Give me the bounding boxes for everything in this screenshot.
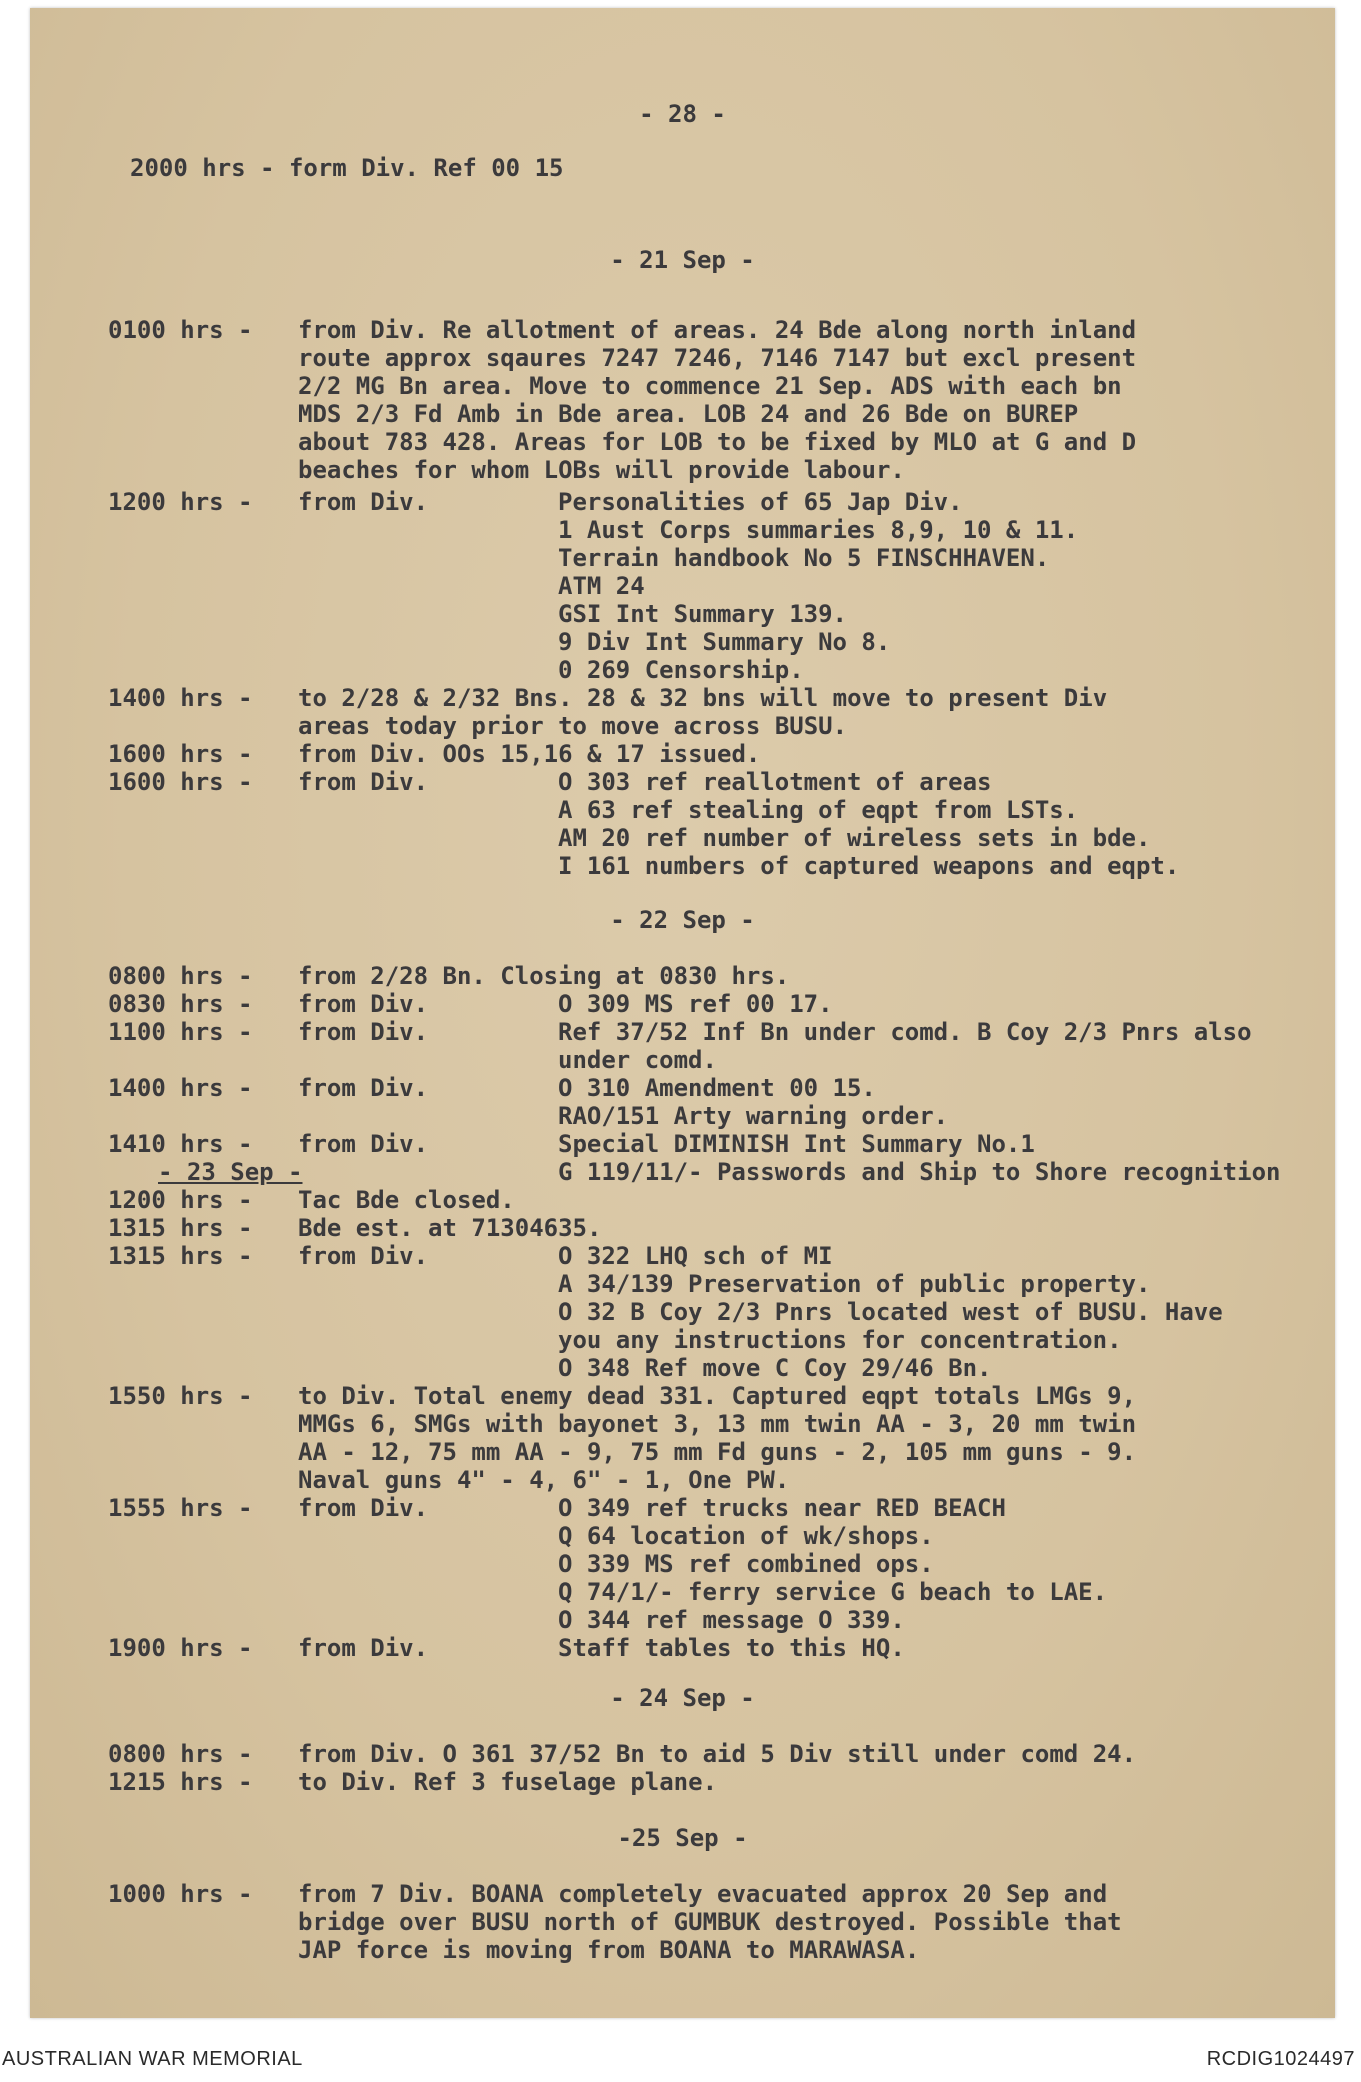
entry-body: from Div. [298,1130,429,1158]
entry-time: 1550 hrs - [108,1382,253,1410]
entry-body: from Div. O 361 37/52 Bn to aid 5 Div still under comd 24. [298,1740,1137,1768]
entry-body: to 2/28 & 2/32 Bns. 28 & 32 bns will move to present Div areas today prior to move across BUSU. [298,684,1108,740]
date-heading-21-sep: - 21 Sep - [610,246,755,274]
entry-time: 1410 hrs - [108,1130,253,1158]
entry-items: Special DIMINISH Int Summary No.1 G 119/11/- Passwords and Ship to Shore recognition [558,1130,1281,1186]
entry-body: from 2/28 Bn. Closing at 0830 hrs. [298,962,790,990]
entry-time: 1400 hrs - [108,684,253,712]
page-number: - 28 - [639,100,726,128]
entry-body: from Div. [298,1494,429,1522]
entry-time: 0800 hrs - [108,1740,253,1768]
entry-time: 1600 hrs - [108,740,253,768]
entry-time: 1555 hrs - [108,1494,253,1522]
entry-body: from Div. [298,488,429,516]
entry-body: to Div. Ref 3 fuselage plane. [298,1768,718,1796]
document-sheet [30,8,1335,2018]
entry-items: O 310 Amendment 00 15. RAO/151 Arty warning order. [558,1074,949,1130]
entry-items: O 303 ref reallotment of areas A 63 ref stealing of eqpt from LSTs. AM 20 ref number of wireless sets in bde. I 161 numbers of captured weapons and eqpt. [558,768,1180,880]
entry-items: Staff tables to this HQ. [558,1634,905,1662]
top-line: 2000 hrs - form Div. Ref 00 15 [130,154,564,182]
entry-body: from Div. [298,1634,429,1662]
entry-time: 1900 hrs - [108,1634,253,1662]
entry-time: 0100 hrs - [108,316,253,344]
entry-body: from Div. [298,1074,429,1102]
entry-items: O 349 ref trucks near RED BEACH Q 64 location of wk/shops. O 339 MS ref combined ops. Q 74/1/- ferry service G beach to LAE. O 344 ref message O 339. [558,1494,1108,1634]
entry-time: 1600 hrs - [108,768,253,796]
footer-record-id: RCDIG1024497 [1206,2048,1355,2070]
entry-time: 1000 hrs - [108,1880,253,1908]
entry-time: 1400 hrs - [108,1074,253,1102]
entry-body: from Div. OOs 15,16 & 17 issued. [298,740,761,768]
entry-body: from Div. Re allotment of areas. 24 Bde along north inland route approx sqaures 7247 7246, 7146 7147 but excl present 2/2 MG Bn area. Move to commence 21 Sep. ADS with each bn MDS 2/3 Fd Amb in Bde area. LOB 24 and 26 Bde on BUREP about 783 428. Areas for LOB to be fixed by MLO at G and D beaches for whom LOBs will provide labour. [298,316,1137,484]
entry-items: Personalities of 65 Jap Div. 1 Aust Corps summaries 8,9, 10 & 11. Terrain handbook No 5 FINSCHHAVEN. ATM 24 GSI Int Summary 139. 9 Div Int Summary No 8. 0 269 Censorship. [558,488,1079,684]
entry-time: 1215 hrs - [108,1768,253,1796]
entry-items: O 322 LHQ sch of MI A 34/139 Preservation of public property. O 32 B Coy 2/3 Pnrs located west of BUSU. Have you any instructions for concentration. O 348 Ref move C Coy 29/46 Bn. [558,1242,1223,1382]
entry-body: to Div. Total enemy dead 331. Captured eqpt totals LMGs 9, MMGs 6, SMGs with bayonet 3, 13 mm twin AA - 3, 20 mm twin AA - 12, 75 mm AA - 9, 75 mm Fd guns - 2, 105 mm guns - 9. Naval guns 4" - 4, 6" - 1, One PW. [298,1382,1137,1494]
entry-body: from Div. [298,1018,429,1046]
date-heading-22-sep: - 22 Sep - [610,906,755,934]
entry-body: from Div. [298,1242,429,1270]
entry-time: 1100 hrs - [108,1018,253,1046]
entry-items: Ref 37/52 Inf Bn under comd. B Coy 2/3 Pnrs also under comd. [558,1018,1252,1074]
date-heading-24-sep: - 24 Sep - [610,1684,755,1712]
entry-time: 1200 hrs - [108,488,253,516]
entry-body: from Div. [298,768,429,796]
entry-items: O 309 MS ref 00 17. [558,990,833,1018]
footer-institution: AUSTRALIAN WAR MEMORIAL [2,2048,303,2070]
entry-time: 1200 hrs - [108,1186,253,1214]
entry-body: from 7 Div. BOANA completely evacuated approx 20 Sep and bridge over BUSU north of GUMBUK destroyed. Possible that JAP force is moving from BOANA to MARAWASA. [298,1880,1122,1964]
date-insert-23-sep: - 23 Sep - [158,1158,303,1186]
entry-time: 1315 hrs - [108,1242,253,1270]
entry-body: from Div. [298,990,429,1018]
entry-time: 0830 hrs - [108,990,253,1018]
entry-time: 0800 hrs - [108,962,253,990]
entry-body: Tac Bde closed. [298,1186,515,1214]
date-heading-25-sep: -25 Sep - [617,1824,748,1852]
war-diary-page [30,8,1335,2018]
entry-time: 1315 hrs - [108,1214,253,1242]
entry-body: Bde est. at 71304635. [298,1214,602,1242]
